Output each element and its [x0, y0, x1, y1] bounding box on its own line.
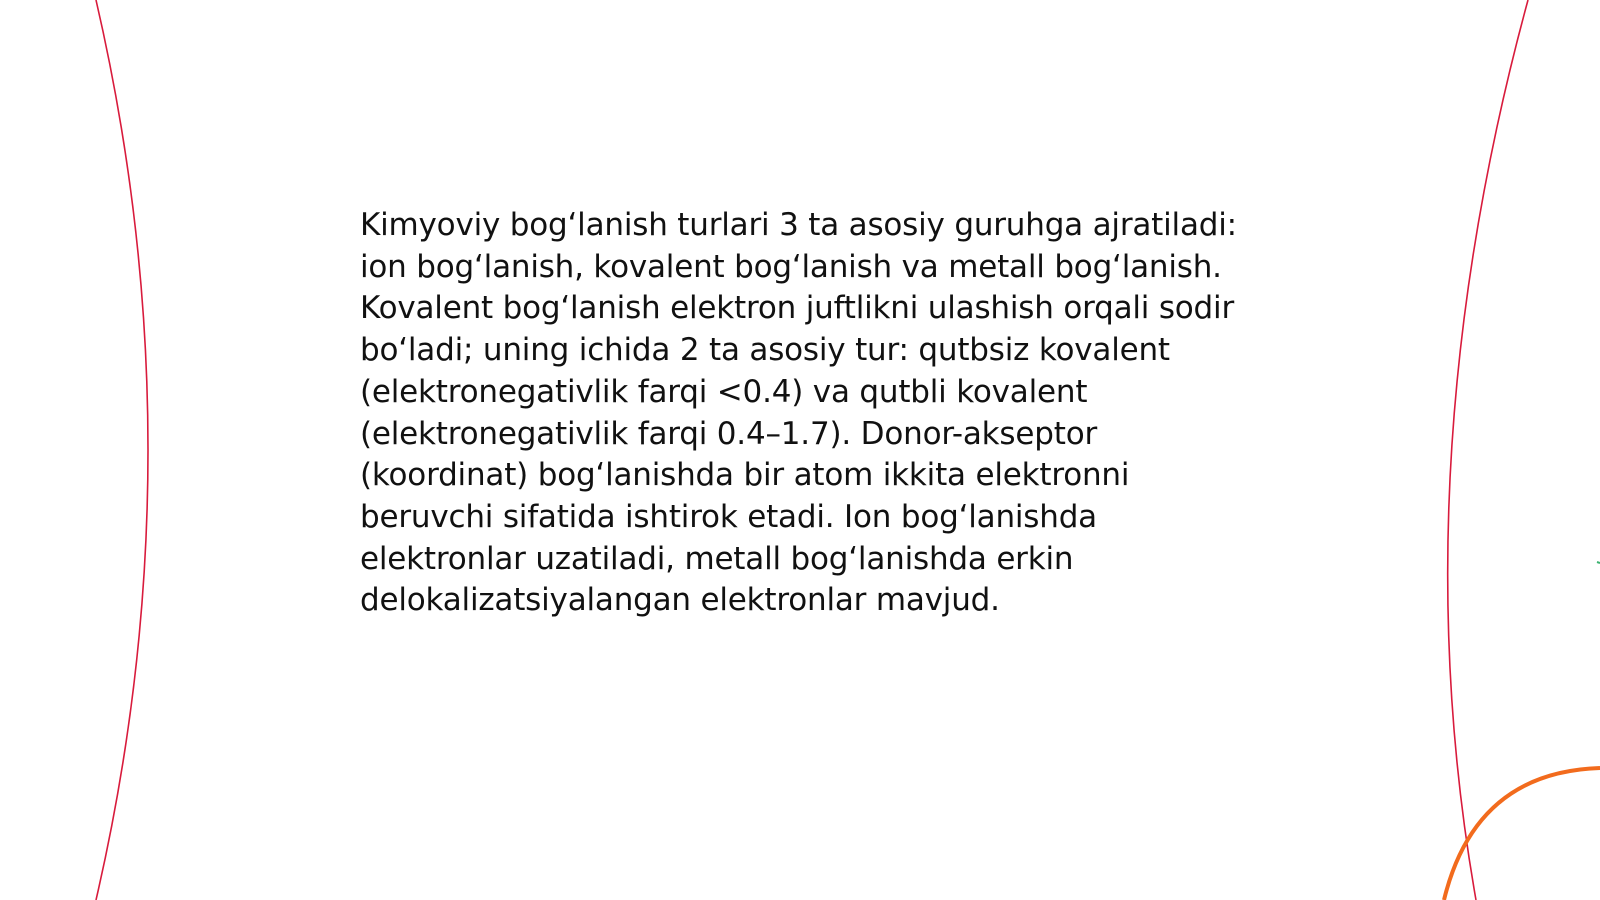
right-curve-line: [1448, 0, 1528, 900]
left-curve-line: [96, 0, 148, 900]
slide-body-text: Kimyoviy bogʻlanish turlari 3 ta asosiy guruhga ajratiladi: ion bogʻlanish, kovalent bogʻlanish va metall bogʻlanish. Kovalent bogʻlanish elektron juftlikni ulashish orqali sodir boʻladi; uning ichida 2 ta asosiy tur: qutbsiz kovalent (elektronegativlik farqi <0.4) va qutbli kovalent (elektronegativlik farqi 0.4–1.7). Donor-akseptor (koordinat) bogʻlanishda bir atom ikkita elektronni beruvchi sifatida ishtirok etadi. Ion bogʻlanishda elektronlar uzatiladi, metall bogʻlanishda erkin delokalizatsiyalangan elektronlar mavjud.: [360, 207, 1237, 619]
orange-arc: [1444, 768, 1600, 900]
